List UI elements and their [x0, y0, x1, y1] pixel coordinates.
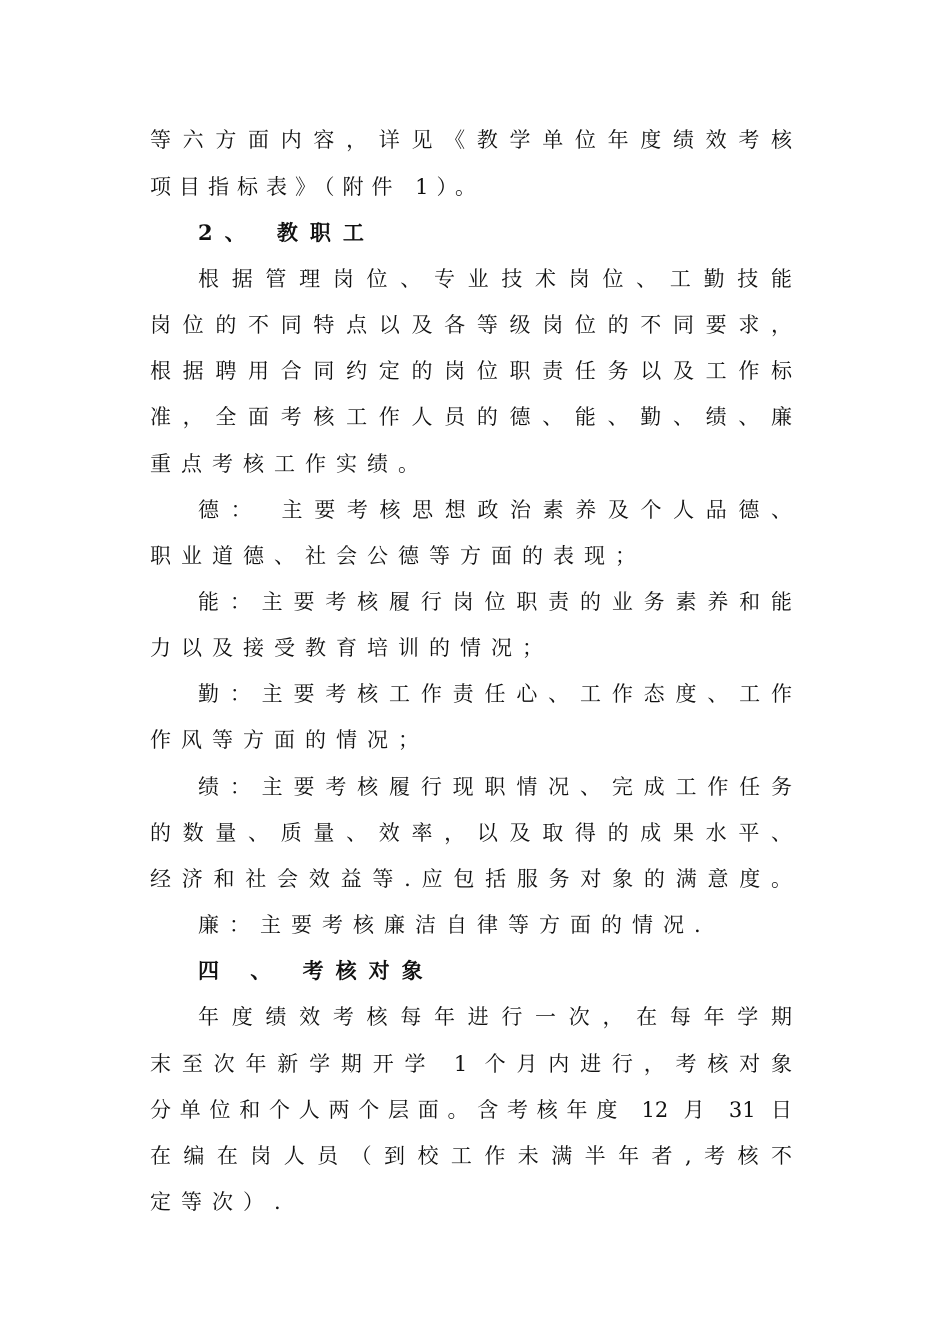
text-line-1: 等六方面内容，详见《教学单位年度绩效考核 — [150, 128, 792, 152]
text-line-14: 作风等方面的情况； — [150, 728, 429, 752]
text-line-16: 的数量、质量、效率，以及取得的成果水平、 — [150, 821, 792, 845]
text-line-15: 绩：主要考核履行现职情况、完成工作任务 — [198, 775, 792, 799]
text-line-2: 项目指标表》（附件 1）。 — [150, 175, 485, 199]
text-line-24: 定等次）. — [150, 1190, 291, 1214]
text-line-18: 廉：主要考核廉洁自律等方面的情况. — [198, 913, 711, 937]
section-heading-staff: 2、 教职工 — [198, 220, 376, 245]
text-line-9: 德： 主要考核思想政治素养及个人品德、 — [198, 498, 792, 522]
text-line-4: 根据管理岗位、专业技术岗位、工勤技能 — [198, 267, 792, 291]
text-line-7: 准，全面考核工作人员的德、能、勤、绩、廉 — [150, 405, 792, 429]
text-line-8: 重点考核工作实绩。 — [150, 452, 429, 476]
text-line-5: 岗位的不同特点以及各等级岗位的不同要求， — [150, 313, 792, 337]
text-line-6: 根据聘用合同约定的岗位职责任务以及工作标 — [150, 359, 792, 383]
text-line-21: 末至次年新学期开学 1 个月内进行，考核对象 — [150, 1052, 792, 1076]
section-heading-assessment-targets: 四 、 考核对象 — [198, 958, 435, 983]
text-line-23: 在编在岗人员（到校工作未满半年者,考核不 — [150, 1144, 792, 1168]
text-line-10: 职业道德、社会公德等方面的表现； — [150, 544, 646, 568]
text-line-12: 力以及接受教育培训的情况； — [150, 636, 553, 660]
text-line-22: 分单位和个人两个层面。含考核年度 12 月 31 日 — [150, 1098, 792, 1122]
text-line-17: 经济和社会效益等.应包括服务对象的满意度。 — [150, 867, 792, 891]
text-line-13: 勤：主要考核工作责任心、工作态度、工作 — [198, 682, 792, 706]
text-line-11: 能：主要考核履行岗位职责的业务素养和能 — [198, 590, 792, 614]
text-line-20: 年度绩效考核每年进行一次，在每年学期 — [198, 1005, 792, 1029]
